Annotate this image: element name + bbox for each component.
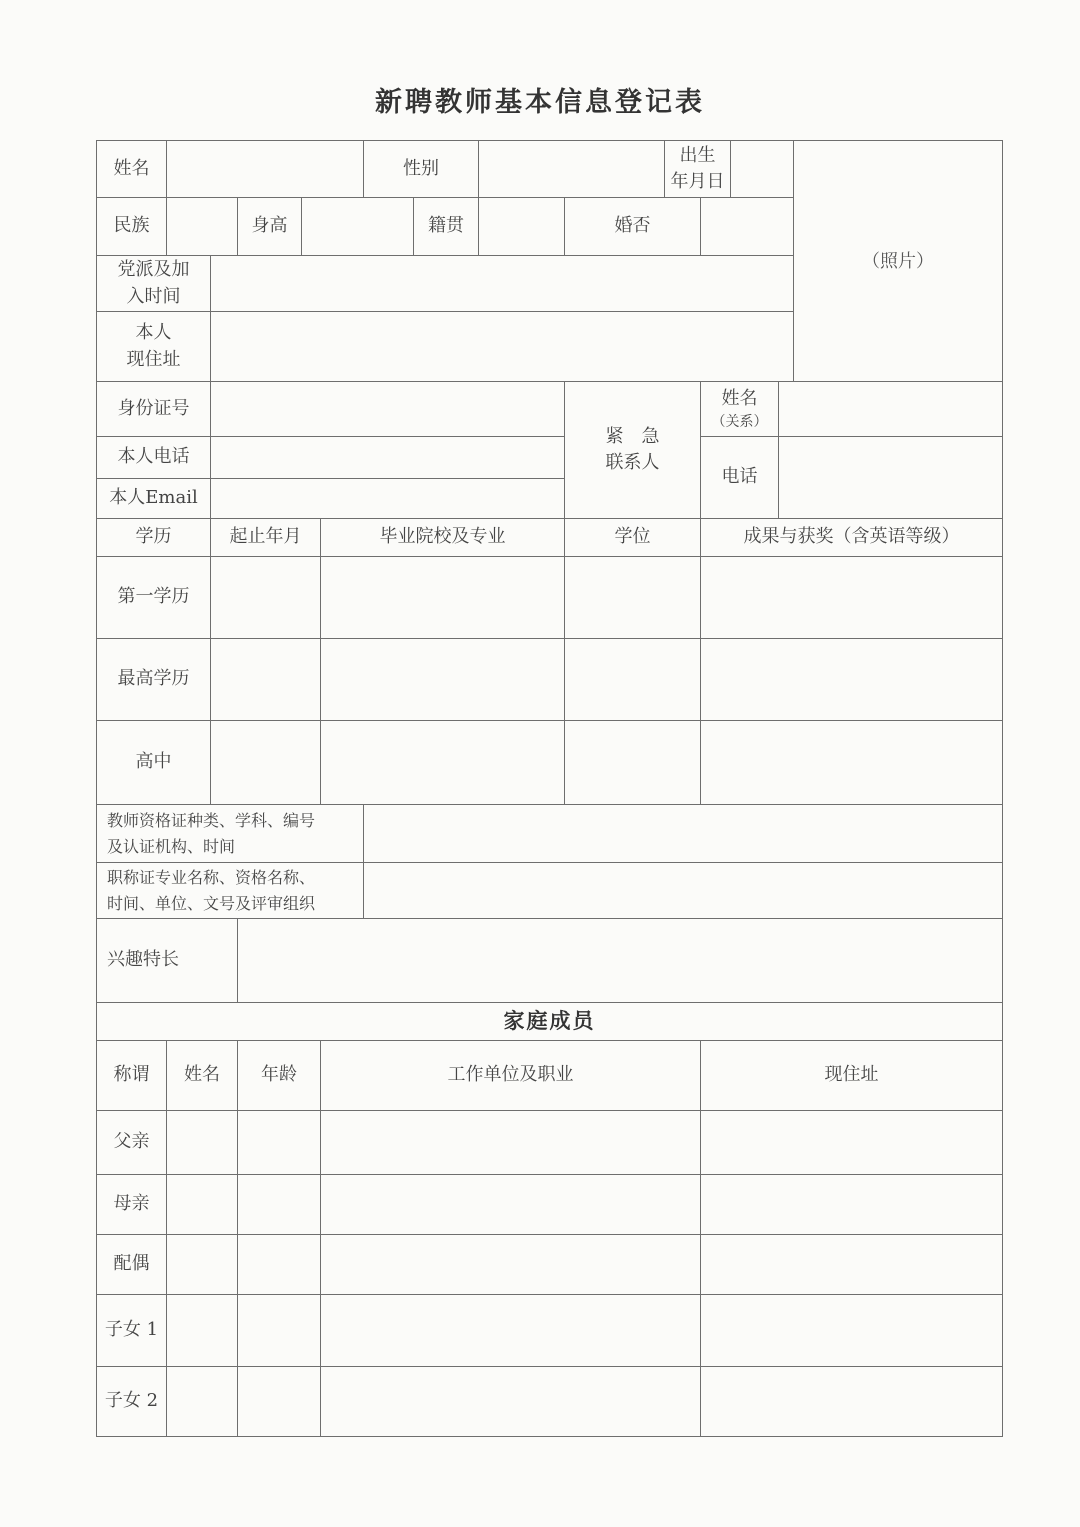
edu-highschool-degree[interactable]	[565, 721, 701, 805]
edu-header-school: 毕业院校及专业	[321, 519, 565, 557]
height-label: 身高	[238, 198, 302, 256]
party-field[interactable]	[211, 256, 794, 312]
phone-label: 本人电话	[97, 437, 211, 479]
father-address[interactable]	[701, 1111, 1003, 1175]
child2-age[interactable]	[238, 1367, 321, 1437]
mother-address[interactable]	[701, 1175, 1003, 1235]
emergency-name-field[interactable]	[779, 382, 1003, 437]
family-row-spouse: 配偶	[97, 1235, 167, 1295]
id-number-field[interactable]	[211, 382, 565, 437]
family-row-mother: 母亲	[97, 1175, 167, 1235]
ethnicity-label: 民族	[97, 198, 167, 256]
child1-address[interactable]	[701, 1295, 1003, 1367]
mother-work[interactable]	[321, 1175, 701, 1235]
title-cert-field[interactable]	[364, 863, 1003, 919]
father-age[interactable]	[238, 1111, 321, 1175]
family-header-age: 年龄	[238, 1041, 321, 1111]
edu-first-degree[interactable]	[565, 557, 701, 639]
emergency-phone-label: 电话	[701, 437, 779, 519]
id-number-label: 身份证号	[97, 382, 211, 437]
family-section-title: 家庭成员	[97, 1003, 1003, 1041]
father-work[interactable]	[321, 1111, 701, 1175]
child1-age[interactable]	[238, 1295, 321, 1367]
child2-name[interactable]	[167, 1367, 238, 1437]
hobbies-field[interactable]	[238, 919, 1003, 1003]
family-row-father: 父亲	[97, 1111, 167, 1175]
edu-highschool-school[interactable]	[321, 721, 565, 805]
teacher-cert-label: 教师资格证种类、学科、编号 及认证机构、时间	[97, 805, 364, 863]
edu-highschool-period[interactable]	[211, 721, 321, 805]
birth-label: 出生 年月日	[665, 141, 731, 198]
edu-first-awards[interactable]	[701, 557, 1003, 639]
email-field[interactable]	[211, 479, 565, 519]
mother-age[interactable]	[238, 1175, 321, 1235]
edu-header-degree: 学位	[565, 519, 701, 557]
name-label: 姓名	[97, 141, 167, 198]
phone-field[interactable]	[211, 437, 565, 479]
edu-highest-degree[interactable]	[565, 639, 701, 721]
edu-row-highest: 最高学历	[97, 639, 211, 721]
address-field[interactable]	[211, 312, 794, 382]
family-header-work: 工作单位及职业	[321, 1041, 701, 1111]
edu-first-school[interactable]	[321, 557, 565, 639]
emergency-contact-label: 紧 急 联系人	[565, 382, 701, 519]
edu-highest-school[interactable]	[321, 639, 565, 721]
party-label: 党派及加 入时间	[97, 256, 211, 312]
family-header-relation: 称谓	[97, 1041, 167, 1111]
hobbies-label: 兴趣特长	[97, 919, 238, 1003]
ethnicity-field[interactable]	[167, 198, 238, 256]
marital-label: 婚否	[565, 198, 701, 256]
emergency-phone-field[interactable]	[779, 437, 1003, 519]
marital-field[interactable]	[701, 198, 794, 256]
child2-address[interactable]	[701, 1367, 1003, 1437]
child2-work[interactable]	[321, 1367, 701, 1437]
edu-highest-period[interactable]	[211, 639, 321, 721]
spouse-work[interactable]	[321, 1235, 701, 1295]
spouse-age[interactable]	[238, 1235, 321, 1295]
family-row-child2: 子女 2	[97, 1367, 167, 1437]
family-header-name: 姓名	[167, 1041, 238, 1111]
teacher-cert-field[interactable]	[364, 805, 1003, 863]
edu-header-awards: 成果与获奖（含英语等级）	[701, 519, 1003, 557]
child1-work[interactable]	[321, 1295, 701, 1367]
spouse-address[interactable]	[701, 1235, 1003, 1295]
edu-first-period[interactable]	[211, 557, 321, 639]
emergency-name-label: 姓名 （关系）	[701, 382, 779, 437]
native-place-label: 籍贯	[414, 198, 479, 256]
edu-header-level: 学历	[97, 519, 211, 557]
family-row-child1: 子女 1	[97, 1295, 167, 1367]
child1-name[interactable]	[167, 1295, 238, 1367]
native-place-field[interactable]	[479, 198, 565, 256]
email-label: 本人Email	[97, 479, 211, 519]
gender-label: 性别	[364, 141, 479, 198]
birth-field[interactable]	[731, 141, 794, 198]
edu-highest-awards[interactable]	[701, 639, 1003, 721]
spouse-name[interactable]	[167, 1235, 238, 1295]
edu-row-highschool: 高中	[97, 721, 211, 805]
mother-name[interactable]	[167, 1175, 238, 1235]
title-cert-label: 职称证专业名称、资格名称、 时间、单位、文号及评审组织	[97, 863, 364, 919]
edu-highschool-awards[interactable]	[701, 721, 1003, 805]
name-field[interactable]	[167, 141, 364, 198]
photo-box[interactable]: （照片）	[794, 141, 1003, 382]
form-title: 新聘教师基本信息登记表	[375, 87, 705, 118]
family-header-address: 现住址	[701, 1041, 1003, 1111]
height-field[interactable]	[302, 198, 414, 256]
address-label: 本人 现住址	[97, 312, 211, 382]
edu-header-period: 起止年月	[211, 519, 321, 557]
edu-row-first: 第一学历	[97, 557, 211, 639]
registration-form	[96, 140, 1003, 1437]
father-name[interactable]	[167, 1111, 238, 1175]
gender-field[interactable]	[479, 141, 665, 198]
